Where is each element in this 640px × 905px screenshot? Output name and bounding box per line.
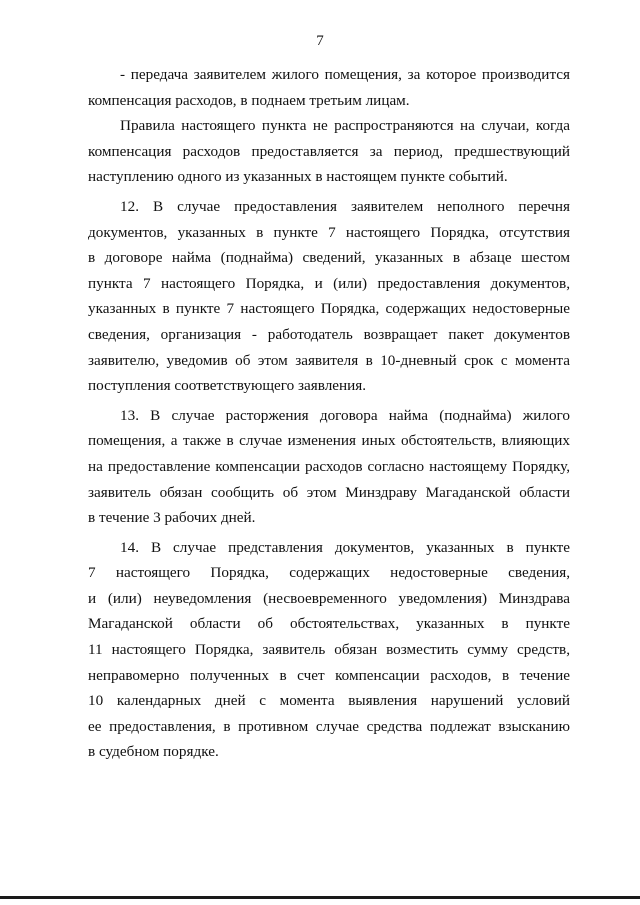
paragraph-list-item-transfer	[88, 62, 570, 113]
text-line: сведения, организация - работодатель возвращает пакет документов	[88, 325, 570, 343]
text-line: - передача заявителем жилого помещения, за которое производится	[120, 66, 570, 83]
text-line: неправомерно полученных в счет компенсации расходов, в течение	[88, 666, 570, 684]
text-line: 10 календарных дней с момента выявления нарушений условий	[88, 692, 570, 710]
text-line: в договоре найма (поднайма) сведений, указанных в абзаце шестом	[88, 249, 570, 267]
text-line: ее предоставления, в противном случае средства подлежат взысканию	[88, 717, 570, 735]
page-bottom-edge	[0, 896, 640, 899]
text-line: указанных в пункте 7 настоящего Порядка, содержащих недостоверные	[88, 300, 570, 318]
text-line: наступлению одного из указанных в настоящем пункте событий.	[88, 168, 508, 186]
text-line: поступления соответствующего заявления.	[88, 377, 367, 395]
text-line: 11 настоящего Порядка, заявитель обязан возместить сумму средств,	[88, 641, 570, 659]
document-body	[88, 62, 570, 765]
text-line: 14. В случае представления документов, указанных в пункте	[120, 538, 570, 556]
text-line: Магаданской области об обстоятельствах, указанных в пункте	[88, 615, 570, 633]
paragraph-rules-exception	[88, 113, 570, 190]
text-line: заявитель обязан сообщить об этом Минздраву Магаданской области	[88, 483, 570, 501]
text-line: Правила настоящего пункта не распространяются на случаи, когда	[120, 117, 570, 135]
text-line: помещения, а также в случае изменения иных обстоятельств, влияющих	[88, 432, 570, 450]
text-line: пункта 7 настоящего Порядка, и (или) предоставления документов,	[88, 274, 570, 292]
text-line: в течение 3 рабочих дней.	[88, 509, 256, 527]
text-line: и (или) неуведомления (несвоевременного уведомления) Минздрава	[88, 589, 570, 607]
text-line: 12. В случае предоставления заявителем неполного перечня	[120, 197, 570, 215]
text-line: документов, указанных в пункте 7 настоящего Порядка, отсутствия	[88, 223, 570, 241]
paragraph-item-14	[88, 535, 570, 765]
text-line: на предоставление компенсации расходов согласно настоящему Порядку,	[88, 457, 570, 475]
text-line: компенсация расходов, в поднаем третьим лицам.	[88, 91, 410, 109]
page-number: 7	[316, 33, 324, 49]
text-line: компенсация расходов предоставляется за период, предшествующий	[88, 142, 570, 160]
text-line: 7 настоящего Порядка, содержащих недостоверные сведения,	[88, 564, 570, 582]
text-line: в судебном порядке.	[88, 743, 219, 761]
text-line: заявителю, уведомив об этом заявителя в 10-дневный срок с момента	[88, 351, 570, 369]
text-line: 13. В случае расторжения договора найма (поднайма) жилого	[120, 406, 570, 424]
paragraph-item-12	[88, 194, 570, 399]
paragraph-item-13	[88, 403, 570, 531]
